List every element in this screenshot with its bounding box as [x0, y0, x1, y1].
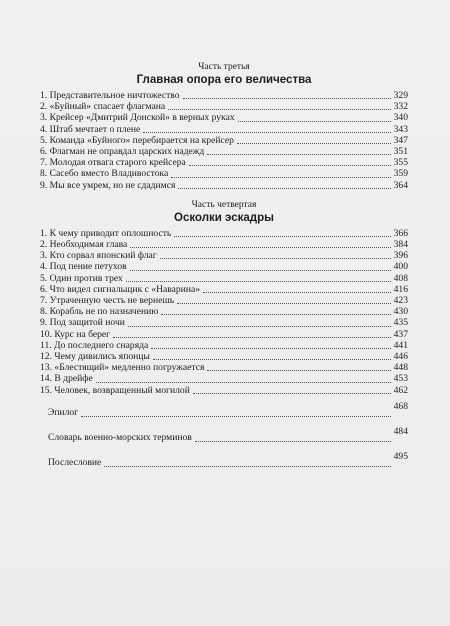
entry-title: 8. Сасебо вместо Владивостока	[40, 168, 169, 180]
entry-page: 384	[393, 239, 408, 251]
leader-dots	[178, 187, 390, 189]
leader-dots	[104, 465, 390, 467]
entry-title: 5. Команда «Буйного» перебирается на крейсер	[40, 134, 234, 146]
leader-dots	[81, 415, 390, 417]
leader-dots	[130, 246, 390, 248]
part4-label: Часть четвертая	[191, 199, 257, 210]
leader-dots	[171, 176, 390, 178]
leader-dots	[143, 131, 390, 133]
leader-dots	[195, 440, 391, 442]
toc-entry	[40, 124, 408, 135]
table-of-contents	[40, 62, 408, 482]
entry-page: 347	[393, 134, 408, 146]
entry-page: 400	[393, 261, 408, 273]
leader-dots	[113, 336, 390, 338]
entry-page: 343	[393, 123, 408, 135]
entry-page: 484	[393, 425, 408, 437]
entry-page: 396	[393, 250, 408, 262]
toc-entry	[40, 351, 408, 362]
entry-page: 437	[393, 328, 408, 340]
leader-dots	[207, 153, 390, 155]
toc-entry	[40, 101, 408, 112]
entry-page: 448	[393, 362, 408, 374]
entry-page: 329	[393, 90, 408, 101]
toc-entry	[40, 135, 408, 146]
entry-title: 9. Под защитой ночи	[40, 317, 125, 329]
entry-page: 351	[393, 146, 408, 158]
entry-page: 423	[393, 295, 408, 307]
entry-page: 355	[393, 157, 408, 169]
toc-entry	[40, 295, 408, 306]
toc-entry	[40, 317, 408, 328]
entry-title: 14. В дрейфе	[40, 373, 93, 385]
leader-dots	[160, 257, 391, 259]
entry-title: 12. Чему дивились японцы	[40, 351, 150, 363]
leader-dots	[161, 313, 390, 315]
toc-entry	[40, 250, 408, 261]
entry-page: 340	[393, 112, 408, 124]
entry-title: 1. К чему приводит оплошность	[40, 227, 172, 239]
back-matter-section	[40, 400, 408, 469]
toc-entry	[40, 157, 408, 168]
entry-title: 9. Мы все умрем, но не сдадимся	[40, 179, 176, 191]
entry-title: 6. Флагман не оправдал царских надежд	[40, 146, 205, 158]
leader-dots	[96, 381, 391, 383]
entry-title: 6. Что видел сигнальщик с «Наварина»	[40, 283, 201, 295]
leader-dots	[183, 97, 391, 99]
toc-entry	[40, 306, 408, 317]
entry-title: 4. Штаб мечтает о плене	[40, 123, 141, 135]
part4-section	[40, 200, 408, 396]
part3-section	[40, 62, 408, 191]
toc-entry	[40, 385, 408, 396]
part3-label: Часть третья	[198, 62, 250, 72]
toc-entry	[40, 261, 408, 272]
entry-title: 7. Молодая отвага старого крейсера	[40, 157, 186, 169]
toc-entry	[40, 112, 408, 123]
leader-dots	[237, 142, 391, 144]
toc-entry	[40, 239, 408, 250]
entry-page: 453	[393, 373, 408, 385]
entry-page: 366	[393, 227, 408, 239]
leader-dots	[174, 235, 390, 237]
part3-title: Главная опора его величества	[136, 74, 312, 86]
leader-dots	[189, 164, 391, 166]
entry-page: 364	[393, 179, 408, 191]
entry-page: 430	[393, 306, 408, 318]
leader-dots	[130, 269, 391, 271]
toc-entry-epilogue	[40, 400, 408, 419]
entry-title: 5. Один против трех	[40, 272, 123, 284]
toc-entry-glossary	[40, 425, 408, 444]
toc-entry	[40, 373, 408, 384]
leader-dots	[126, 280, 391, 282]
part4-title: Осколки эскадры	[174, 211, 274, 224]
entry-title: 2. Необходимая глава	[40, 239, 128, 251]
leader-dots	[177, 302, 391, 304]
part4-entries	[40, 228, 408, 396]
entry-page: 332	[393, 101, 408, 113]
entry-title: Словарь военно-морских терминов	[48, 431, 192, 443]
entry-page: 446	[393, 351, 408, 363]
entry-title: Послесловие	[48, 456, 102, 468]
entry-title: 4. Под пение петухов	[40, 261, 127, 273]
toc-entry	[40, 284, 408, 295]
entry-page: 416	[393, 283, 408, 295]
leader-dots	[151, 347, 390, 349]
leader-dots	[203, 291, 391, 293]
leader-dots	[128, 325, 391, 327]
entry-page: 468	[393, 400, 408, 412]
part3-entries	[40, 90, 408, 191]
entry-page: 441	[393, 339, 408, 351]
entry-page: 435	[393, 317, 408, 329]
toc-entry	[40, 146, 408, 157]
entry-page: 359	[393, 168, 408, 180]
entry-title: 11. До последнего снаряда	[40, 339, 149, 351]
toc-entry	[40, 273, 408, 284]
entry-title: 10. Курс на берег	[40, 328, 111, 340]
entry-title: 3. Крейсер «Дмитрий Донской» в верных руках	[40, 112, 235, 124]
entry-title: 15. Человек, возвращенный могилой	[40, 384, 190, 396]
entry-title: 7. Утраченную честь не вернешь	[40, 295, 175, 307]
leader-dots	[153, 358, 391, 360]
toc-entry	[40, 168, 408, 179]
entry-page: 462	[393, 384, 408, 396]
toc-entry	[40, 329, 408, 340]
toc-entry	[40, 180, 408, 191]
toc-entry	[40, 362, 408, 373]
toc-entry-afterword	[40, 450, 408, 469]
entry-title: 2. «Буйный» спасает флагмана	[40, 101, 166, 113]
entry-title: 13. «Блестящий» медленно погружается	[40, 362, 205, 374]
toc-entry	[40, 90, 408, 101]
entry-title: 1. Представительное ничтожество	[40, 90, 180, 101]
entry-title: 8. Корабль не по назначению	[40, 306, 159, 318]
entry-page: 495	[393, 450, 408, 462]
leader-dots	[193, 392, 391, 394]
leader-dots	[207, 369, 390, 371]
entry-title: 3. Кто сорвал японский флаг	[40, 250, 157, 262]
entry-title: Эпилог	[48, 406, 79, 418]
leader-dots	[168, 108, 390, 110]
toc-entry	[40, 340, 408, 351]
toc-entry	[40, 228, 408, 239]
entry-page: 408	[393, 272, 408, 284]
leader-dots	[238, 120, 391, 122]
